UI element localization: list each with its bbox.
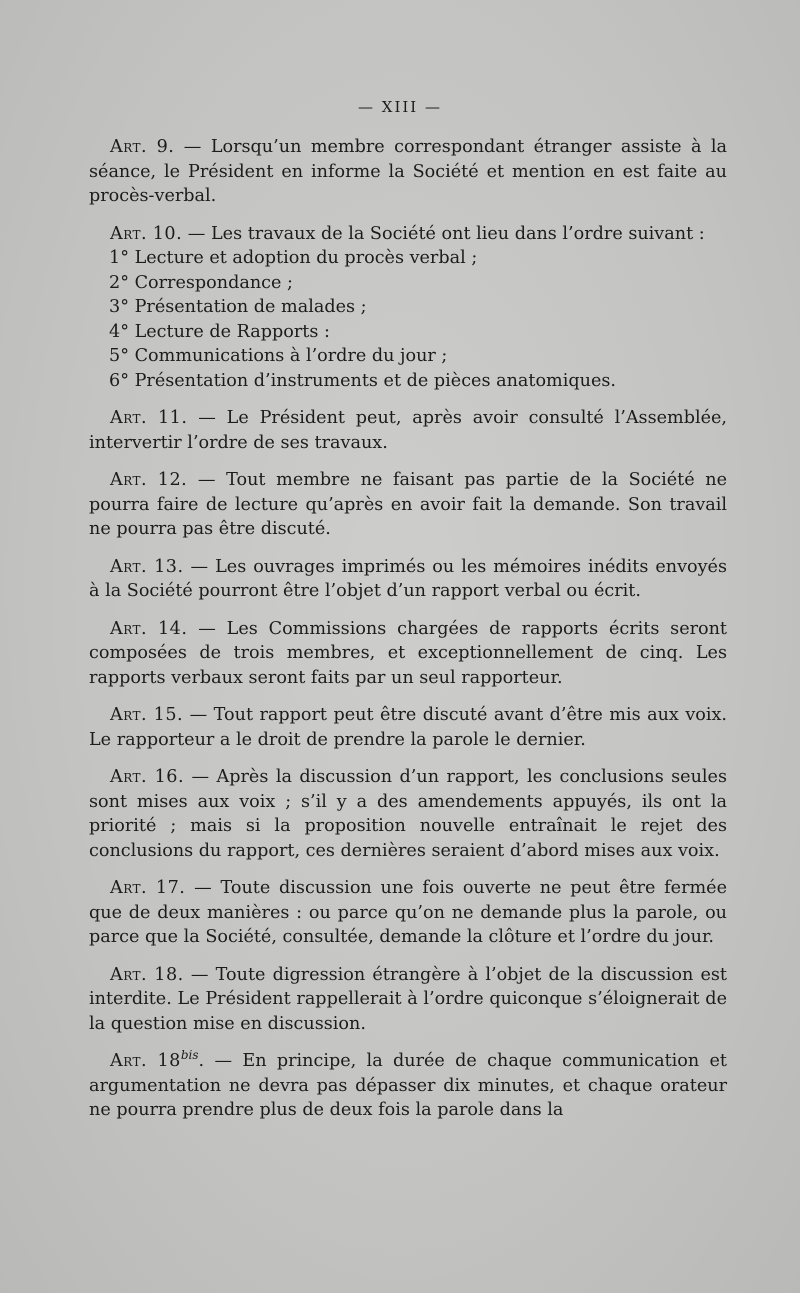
article-text: — Lorsqu’un membre correspondant étranger assiste à la séance, le Président en informe la Société et mention en est faite au procès-verbal. — [89, 137, 727, 206]
article-10-intro — [89, 222, 727, 247]
article-15 — [89, 703, 727, 752]
article-suffix: bis — [180, 1048, 199, 1063]
article-number: 18 — [157, 1051, 181, 1071]
article-number: 14. — [157, 618, 188, 639]
article-label: Art. — [110, 408, 148, 428]
article-number: 11. — [157, 408, 188, 428]
article-number: 18. — [154, 964, 184, 985]
list-item: 5° Communications à l’ordre du jour ; — [109, 346, 448, 366]
list-item: 1° Lecture et adoption du procès verbal ; — [109, 248, 478, 268]
article-text: — Toute digression étrangère à l’objet de la discussion est interdite. Le Président rappellerait à l’ordre quiconque s’éloignerait de la question mise en discussion. — [89, 964, 727, 1034]
article-17 — [89, 876, 727, 950]
article-label: Art. — [110, 137, 148, 157]
article-18 — [89, 963, 727, 1037]
list-item: 3° Présentation de malades ; — [109, 297, 367, 317]
article-number: 13. — [154, 556, 184, 577]
article-number: 12. — [157, 470, 188, 490]
list-item: 6° Présentation d’instruments et de pièces anatomiques. — [109, 370, 616, 391]
article-label: Art. — [110, 878, 148, 898]
article-label: Art. — [110, 705, 148, 725]
article-text: — Les ouvrages imprimés ou les mémoires inédits envoyés à la Société pourront être l’objet d’un rapport verbal ou écrit. — [89, 556, 728, 601]
article-number: 16. — [154, 767, 185, 787]
article-text: — Tout rapport peut être discuté avant d’être mis aux voix. Le rapporteur a le droit de prendre la parole le dernier. — [89, 705, 728, 750]
article-text: — Après la discussion d’un rapport, les conclusions seules sont mises aux voix ; s’il y a des amendements appuyés, ils ont la priorité ; mais si la proposition nouvelle entraînait le rejet des conclusions du rapport, ces dernières seraient d’abord mises aux voix. — [89, 767, 727, 861]
article-14 — [89, 617, 727, 691]
article-number: 10. — [152, 223, 183, 244]
article-number: 17. — [155, 878, 186, 898]
article-text: — Tout membre ne faisant pas partie de la Société ne pourra faire de lecture qu’après en avoir fait la demande. Son travail ne pourra pas être discuté. — [89, 470, 727, 539]
article-11 — [89, 406, 727, 455]
article-label: Art. — [110, 1051, 148, 1071]
article-text: — Les Commissions chargées de rapports écrits seront composées de trois membres, et exceptionnellement de cinq. Les rapports verbaux seront faits par un seul rapporteur. — [89, 618, 728, 688]
article-12 — [89, 468, 727, 542]
article-13 — [89, 555, 727, 604]
article-label: Art. — [110, 767, 148, 787]
article-text: — Le Président peut, après avoir consulté l’Assemblée, intervertir l’ordre de ses travaux. — [89, 408, 728, 453]
article-16 — [89, 765, 727, 863]
body-text — [89, 135, 727, 1136]
article-number: 15. — [153, 705, 184, 725]
article-label: Art. — [110, 618, 148, 639]
article-text: . — En principe, la durée de chaque communication et argumentation ne devra pas dépasser dix minutes, et chaque orateur ne pourra prendre plus de deux fois la parole dans la — [89, 1051, 728, 1120]
article-label: Art. — [110, 556, 148, 577]
article-text: — Toute discussion une fois ouverte ne peut être fermée que de deux manières : ou parce qu’on ne demande plus la parole, ou parce que la Société, consultée, demande la clôture et l’ordre du jour. — [89, 878, 727, 947]
article-text: — Les travaux de la Société ont lieu dans l’ordre suivant : — [182, 223, 705, 244]
article-18-bis — [89, 1049, 727, 1123]
list-item: 2° Correspondance ; — [109, 272, 293, 293]
page-number: — XIII — — [358, 98, 442, 116]
article-label: Art. — [110, 223, 148, 244]
article-label: Art. — [110, 470, 148, 490]
article-10 — [89, 222, 727, 394]
article-label: Art. — [110, 964, 148, 985]
article-number: 9. — [156, 137, 175, 157]
article-9 — [89, 135, 727, 209]
list-item: 4° Lecture de Rapports : — [109, 321, 330, 342]
